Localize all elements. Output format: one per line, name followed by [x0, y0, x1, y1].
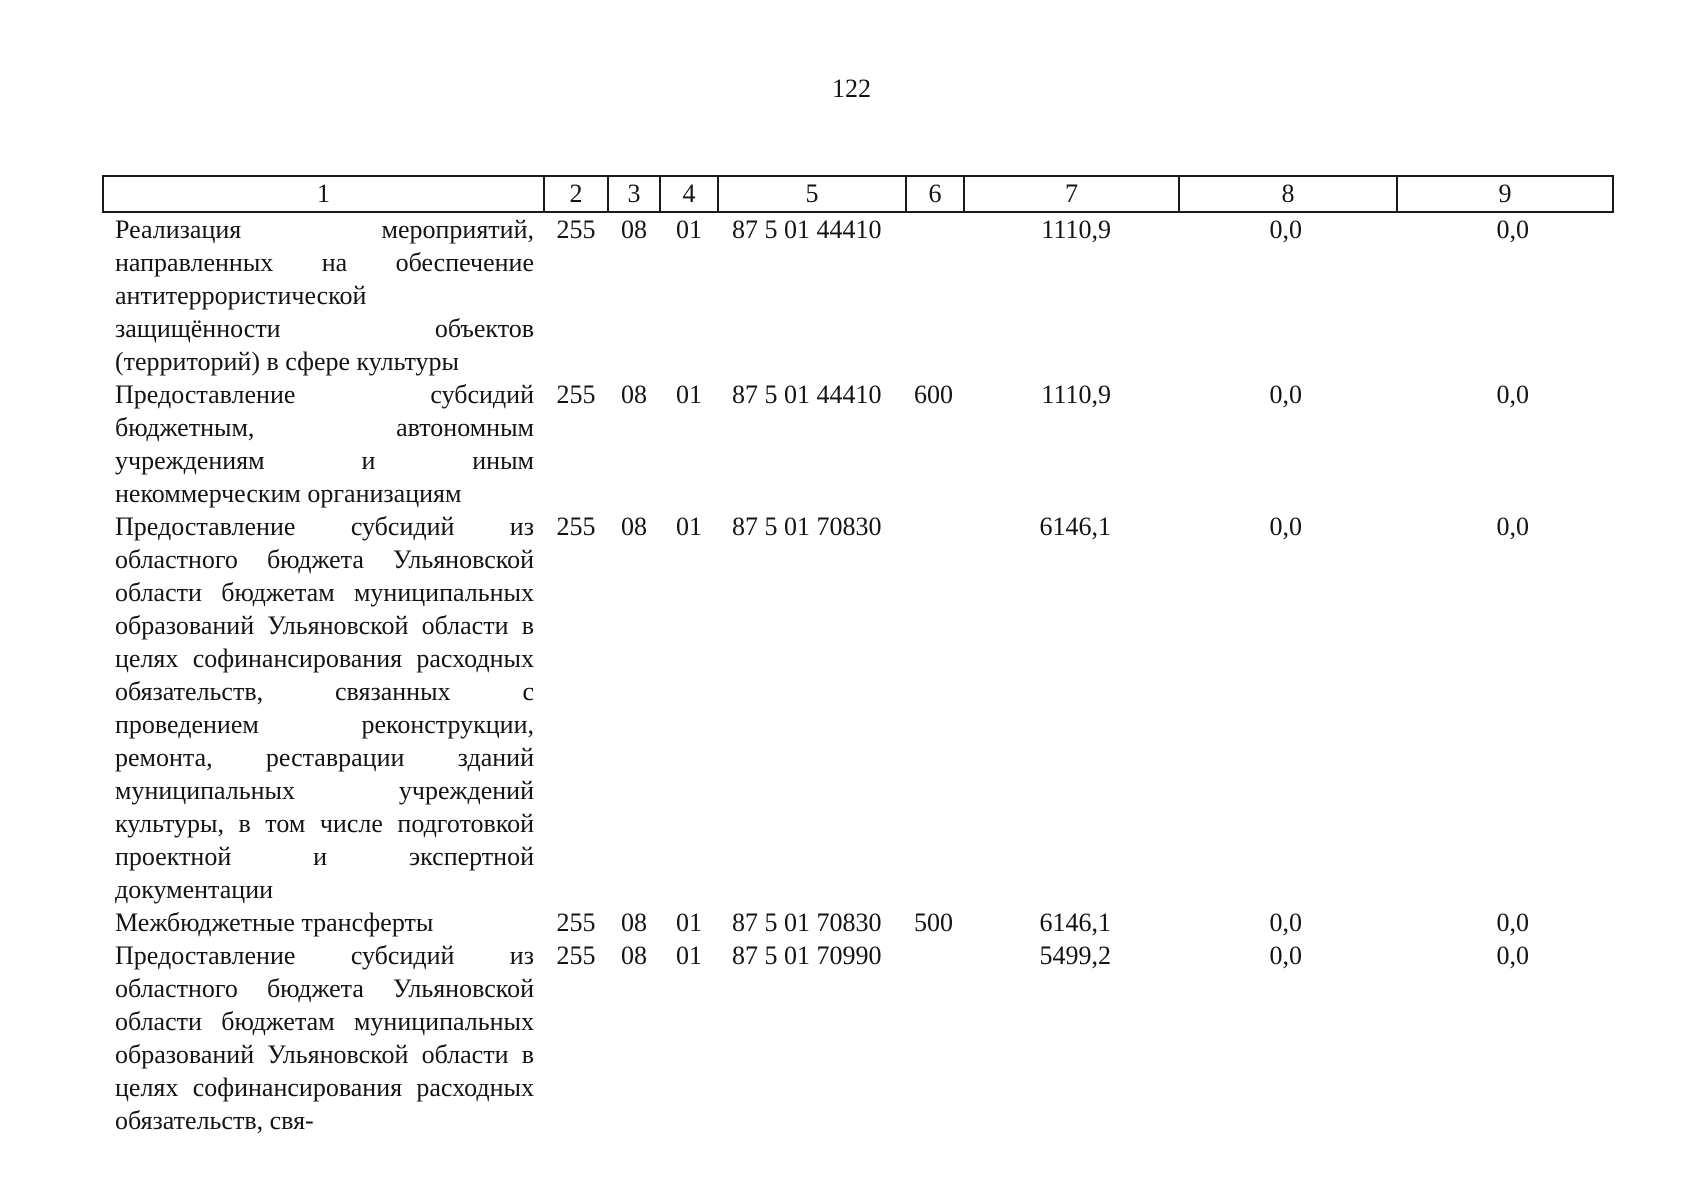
cell-col-3: 08 — [621, 380, 647, 409]
cell-col-8: 0,0 — [1269, 512, 1302, 541]
cell-col-6 — [906, 939, 964, 1137]
cell-col-6 — [906, 212, 964, 378]
column-header: 2 — [544, 176, 608, 212]
budget-table — [102, 175, 1614, 1137]
cell-col-9: 0,0 — [1496, 512, 1529, 541]
column-header: 8 — [1179, 176, 1397, 212]
table-row — [103, 510, 1613, 906]
cell-col-4: 01 — [676, 215, 702, 244]
cell-col-9: 0,0 — [1496, 215, 1529, 244]
column-header: 5 — [718, 176, 906, 212]
cell-col-9: 0,0 — [1496, 908, 1529, 937]
row-name: Межбюджетные трансферты — [115, 908, 434, 937]
cell-col-5: 87 5 01 44410 — [732, 380, 882, 409]
cell-col-2: 255 — [556, 908, 596, 937]
cell-col-7: 6146,1 — [1039, 908, 1111, 937]
cell-col-5: 87 5 01 70830 — [732, 512, 882, 541]
cell-col-3: 08 — [621, 941, 647, 970]
column-header: 7 — [964, 176, 1179, 212]
table-header-row — [103, 176, 1613, 212]
row-name: Предоставление субсидий бюджетным, автономным учреждениям и иным некоммерческим организациям — [115, 380, 534, 508]
table-row — [103, 906, 1613, 939]
cell-col-8: 0,0 — [1269, 941, 1302, 970]
row-name: Предоставление субсидий из областного бюджета Ульяновской области бюджетам муниципальных образований Ульяновской области в целях софинансирования расходных обязательств, связанных с проведением реконструкции, ремонта, реставрации зданий муниципальных учреждений культуры, в том числе подготовкой проектной и экспертной документации — [115, 512, 534, 904]
cell-col-6 — [906, 510, 964, 906]
column-header: 3 — [608, 176, 660, 212]
table-row — [103, 212, 1613, 378]
cell-col-9: 0,0 — [1496, 380, 1529, 409]
column-header: 6 — [906, 176, 964, 212]
cell-col-9: 0,0 — [1496, 941, 1529, 970]
cell-col-4: 01 — [676, 512, 702, 541]
cell-col-7: 1110,9 — [1041, 215, 1111, 244]
cell-col-5: 87 5 01 70990 — [732, 941, 882, 970]
cell-col-2: 255 — [556, 512, 596, 541]
cell-col-8: 0,0 — [1269, 380, 1302, 409]
cell-col-2: 255 — [556, 215, 596, 244]
cell-col-3: 08 — [621, 215, 647, 244]
page-number: 122 — [832, 74, 871, 103]
column-header: 1 — [103, 176, 544, 212]
cell-col-6: 500 — [914, 908, 953, 937]
cell-col-7: 1110,9 — [1041, 380, 1111, 409]
cell-col-8: 0,0 — [1269, 908, 1302, 937]
cell-col-4: 01 — [676, 380, 702, 409]
cell-col-7: 6146,1 — [1039, 512, 1111, 541]
cell-col-8: 0,0 — [1269, 215, 1302, 244]
cell-col-2: 255 — [556, 380, 596, 409]
cell-col-4: 01 — [676, 941, 702, 970]
column-header: 4 — [660, 176, 718, 212]
cell-col-2: 255 — [556, 941, 596, 970]
column-header: 9 — [1397, 176, 1613, 212]
cell-col-3: 08 — [621, 512, 647, 541]
cell-col-5: 87 5 01 70830 — [732, 908, 882, 937]
table-row — [103, 939, 1613, 1137]
cell-col-3: 08 — [621, 908, 647, 937]
row-name: Предоставление субсидий из областного бюджета Ульяновской области бюджетам муниципальных образований Ульяновской области в целях софинансирования расходных обязательств, свя- — [115, 941, 534, 1135]
cell-col-5: 87 5 01 44410 — [732, 215, 882, 244]
table-row — [103, 378, 1613, 510]
cell-col-7: 5499,2 — [1039, 941, 1111, 970]
cell-col-4: 01 — [676, 908, 702, 937]
cell-col-6: 600 — [914, 380, 953, 409]
row-name: Реализация мероприятий, направленных на обеспечение антитеррористической защищённости объектов (территорий) в сфере культуры — [115, 215, 534, 376]
